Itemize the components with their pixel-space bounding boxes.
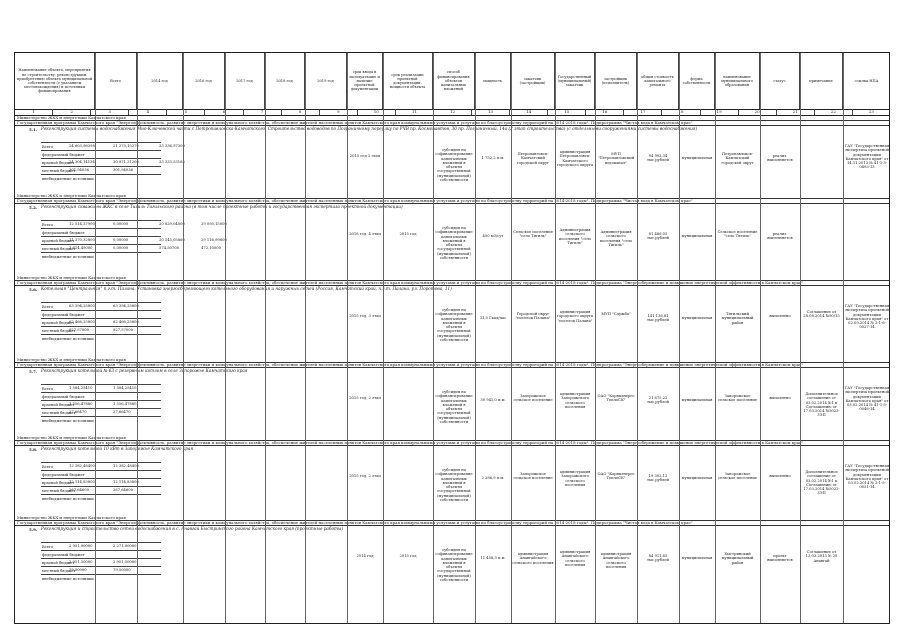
financing-value: 12 514,37900 bbox=[69, 222, 95, 226]
financing-value: 927,57000 bbox=[69, 328, 89, 332]
detail-status: проект выполняется bbox=[767, 554, 793, 563]
grid-line bbox=[305, 53, 306, 624]
financing-row bbox=[41, 462, 161, 470]
financing-value: 1 584,25410 bbox=[113, 386, 137, 390]
financing-label: федеральный бюджет bbox=[42, 153, 85, 157]
header-cell: наименование муниципального образования bbox=[715, 53, 760, 109]
header-cell: 2016 год bbox=[183, 53, 225, 109]
detail-npa: ГАУ "Государственная экспертиза проектной документации Камчатского края" от 03.02.2014 № 2-1-5-0031-14 bbox=[844, 464, 890, 490]
financing-value: 2 271,00000 bbox=[113, 544, 137, 548]
detail-npa: ГАУ "Государственная экспертиза проектной документации Камчатского края" от 03.02.2014 № 41-1-5-0046-14 bbox=[844, 386, 890, 412]
column-number: 6 bbox=[205, 109, 243, 115]
grid-line bbox=[347, 53, 348, 624]
financing-row bbox=[41, 158, 161, 166]
detail-builder: МУП "Служба" bbox=[601, 312, 631, 316]
detail-gov-customer: администрация Анавгайского сельского поселения bbox=[559, 550, 591, 567]
column-number: 11 bbox=[396, 109, 434, 115]
detail-ownership: муниципальная bbox=[681, 398, 713, 402]
column-number: 16 bbox=[586, 109, 624, 115]
table-header bbox=[15, 53, 889, 110]
grid-line bbox=[95, 53, 96, 624]
ministry-band: Министерство ЖКХ и энергетики Камчатского края bbox=[15, 436, 889, 441]
financing-label: краевой бюджет bbox=[42, 481, 75, 485]
project-title: Реконструкция системы водоснабжения Мно-Ключевской части с Петропавловска-Камчатского. Строительство водоводов по Пограничному переулку по РЧВ пр. Космонавтов, 30 пр. Пограничный, 14а (2 этап строительства) (с отдельными сооружениями системы водоснабжения) bbox=[41, 126, 698, 131]
financing-value: 12 114,83800 bbox=[113, 480, 139, 484]
project-index: 5.6. bbox=[29, 287, 38, 292]
grid-line bbox=[225, 53, 226, 624]
financing-value: 21 273,15270 bbox=[113, 144, 139, 148]
header-cell: способ финансирования объектов капитальных вложений bbox=[433, 53, 475, 109]
detail-power: 31,5 Гкал/час bbox=[479, 316, 507, 320]
detail-gov-customer: администрация Петропавловск-Камчатского городского округа bbox=[556, 150, 594, 167]
financing-value: 33 336,97309 bbox=[159, 144, 185, 148]
financing-value: 2 951,00000 bbox=[69, 544, 93, 548]
financing-value: 1 556,47880 bbox=[113, 402, 137, 406]
financing-value: 0,00000 bbox=[113, 222, 129, 226]
detail-status: выполнено bbox=[769, 474, 791, 478]
financing-label: федеральный бюджет bbox=[42, 395, 85, 399]
column-number: 23 bbox=[853, 109, 890, 115]
financing-value: 24 304,14134 bbox=[69, 160, 95, 164]
financing-row bbox=[41, 408, 161, 416]
financing-value: 29 116,99800 bbox=[201, 238, 227, 242]
program-line: Государственная программа Камчатского края "Энергоэффективность, развитие энергетики и коммунального хозяйства, обеспечение жителей населенных пунктов Камчатского края коммунальными услугами и услугами по благоустройству территорий на 2014-2018 годы". Подпрограмма "Энергосбережение и повышение энергетической эффективности в Камчатском крае" bbox=[15, 441, 889, 446]
column-number: 20 bbox=[739, 109, 777, 115]
detail-power: 1 752,2 п.м. bbox=[481, 156, 505, 160]
detail-note: Соглашение от 13.03.2015 № 29 Анавгай bbox=[805, 550, 838, 563]
grid-line bbox=[637, 53, 638, 624]
detail-term2: 2015 год bbox=[399, 554, 417, 558]
financing-row bbox=[41, 166, 161, 174]
header-cell: застройщик (исполнитель) bbox=[595, 53, 637, 109]
column-number: 5 bbox=[167, 109, 205, 115]
financing-row bbox=[41, 228, 161, 236]
grid-line bbox=[183, 53, 184, 624]
financing-value: 267,64600 bbox=[69, 488, 89, 492]
grid-line bbox=[715, 53, 716, 624]
project-index: 5.9. bbox=[29, 527, 38, 532]
header-cell: форма собственности bbox=[679, 53, 715, 109]
financing-row bbox=[41, 558, 161, 566]
project-title: Реконструкция котельной 10 кВт в Запорожье Камчатского края bbox=[41, 446, 194, 451]
column-number: 22 bbox=[815, 109, 853, 115]
financing-label: внебюджетные источники bbox=[42, 177, 94, 181]
financing-value: 33 333,53165 bbox=[159, 160, 185, 164]
financing-label: краевой бюджет bbox=[42, 561, 75, 565]
grid-line bbox=[383, 53, 384, 624]
grid-line bbox=[595, 53, 596, 624]
column-number: 2 bbox=[53, 109, 91, 115]
financing-label: краевой бюджет bbox=[42, 161, 75, 165]
financing-value: 0,00000 bbox=[113, 238, 129, 242]
column-number: 13 bbox=[472, 109, 510, 115]
financing-value: 1 556,47880 bbox=[69, 402, 93, 406]
detail-cost: 21 675,22 тыс.рублей bbox=[647, 396, 669, 405]
financing-row bbox=[41, 478, 161, 486]
ministry-band: Министерство ЖКХ и энергетики Камчатского края bbox=[15, 358, 889, 363]
grid-line bbox=[760, 53, 761, 624]
financing-value: 301,94036 bbox=[69, 168, 89, 172]
column-number: 19 bbox=[701, 109, 739, 115]
grid-line bbox=[265, 53, 266, 624]
financing-value: 12 382,48400 bbox=[69, 464, 95, 468]
column-number: 21 bbox=[777, 109, 815, 115]
project-index: 5.8. bbox=[29, 447, 38, 452]
detail-term: 2014 год bbox=[356, 554, 374, 558]
financing-row bbox=[41, 550, 161, 558]
program-line: Государственная программа Камчатского края "Энергоэффективность, развитие энергетики и коммунального хозяйства, обеспечение жителей населенных пунктов Камчатского края коммунальными услугами и услугами по благоустройству территорий на 2014-2018 годы". Подпрограмма "Энергосбережение и повышение энергетической эффективности в Камчатском крае" bbox=[15, 363, 889, 368]
detail-municipality: Быстринский муниципальный район bbox=[721, 552, 754, 565]
grid-line bbox=[800, 53, 801, 624]
financing-value: 20 971,21200 bbox=[113, 160, 139, 164]
detail-status: выполнено bbox=[769, 314, 791, 318]
column-number: 1 bbox=[15, 109, 53, 115]
financing-value: 11 370,32800 bbox=[69, 238, 95, 242]
program-line: Государственная программа Камчатского края "Энергоэффективность, развитие энергетики и коммунального хозяйства, обеспечение жителей населенных пунктов Камчатского края коммунальными услугами и услугами по благоустройству территорий на 2014-2018 годы". Подпрограмма "Чистая вода в Камчатском крае" bbox=[15, 199, 889, 204]
detail-status: выполнено bbox=[769, 396, 791, 400]
financing-label: федеральный бюджет bbox=[42, 313, 85, 317]
financing-value: 1 584,25410 bbox=[69, 386, 93, 390]
header-cell: 2014 год bbox=[137, 53, 183, 109]
detail-gov-customer: Администрация сельского поселения "село Тигиль" bbox=[558, 228, 592, 245]
header-cell: мощность bbox=[475, 53, 511, 109]
financing-value: 574,50700 bbox=[159, 246, 179, 250]
header-cell: ссылка НПА bbox=[843, 53, 890, 109]
column-number: 3 bbox=[91, 109, 129, 115]
financing-row bbox=[41, 236, 161, 244]
financing-label: федеральный бюджет bbox=[42, 231, 85, 235]
detail-municipality: Сельское поселение "село Тигиль" bbox=[717, 230, 758, 239]
column-number: 14 bbox=[510, 109, 548, 115]
financing-row bbox=[41, 416, 161, 424]
project-index: 5.7. bbox=[29, 369, 38, 374]
financing-row bbox=[41, 150, 161, 158]
program-line: Государственная программа Камчатского края "Энергоэффективность, развитие энергетики и коммунального хозяйства, обеспечение жителей населенных пунктов Камчатского края коммунальными услугами и услугами по благоустройству территорий на 2014-2018 годы". Подпрограмма "Чистая вода в Камчатском крае" bbox=[15, 521, 889, 526]
column-number: 9 bbox=[320, 109, 358, 115]
financing-value: 24 603,98398 bbox=[69, 144, 95, 148]
project-title: Котельная "Центральная" п.г.т. Палана. Установка энергосберегающего котельного оборудования и наружных сетей (Россия, Камчатский край, п.г.т. Палана, ул. Поротова, 11) bbox=[41, 286, 452, 291]
financing-label: внебюджетные источники bbox=[42, 419, 94, 423]
financing-label: местный бюджет bbox=[42, 411, 76, 415]
ministry-band: Министерство ЖКХ и энергетики Камчатского края bbox=[15, 516, 889, 521]
financing-value: 2 951,50000 bbox=[69, 560, 93, 564]
financing-label: Всего bbox=[42, 545, 54, 549]
financing-label: краевой бюджет bbox=[42, 321, 75, 325]
detail-customer: Запорожское сельское поселение bbox=[513, 394, 553, 403]
detail-method: субсидия на софинансирование капитальных вложений в объекты государственной (муниципальной) собственности bbox=[435, 226, 473, 261]
financing-label: внебюджетные источники bbox=[42, 255, 94, 259]
detail-power: 2 286,9 п.м. bbox=[481, 476, 505, 480]
header-cell: общая стоимость капитального ремонта bbox=[637, 53, 679, 109]
header-cell: 2017 год bbox=[225, 53, 265, 109]
financing-row bbox=[41, 334, 161, 342]
financing-row bbox=[41, 574, 161, 582]
detail-status: реализ. выполняется bbox=[767, 232, 793, 241]
financing-row bbox=[41, 486, 161, 494]
financing-value: 2 951,50000 bbox=[113, 560, 137, 564]
header-cell: Наименование объекта, мероприятия по строительству, реконструкции, приобретению объекта муниципальной собственности (с указанием местонахождения) и источники финансирования bbox=[15, 53, 95, 109]
grid-line bbox=[843, 53, 844, 624]
ministry-band: Министерство ЖКХ и энергетики Камчатского края bbox=[15, 276, 889, 281]
grid-line bbox=[511, 53, 512, 624]
column-numbers-row bbox=[15, 109, 889, 116]
financing-value: 63 394,25800 bbox=[69, 304, 95, 308]
header-cell: примечание bbox=[800, 53, 843, 109]
financing-value: 27,66470 bbox=[113, 410, 131, 414]
financing-row bbox=[41, 244, 161, 252]
detail-power: 30 941,0 п.м. bbox=[480, 398, 506, 402]
financing-row bbox=[41, 174, 161, 182]
detail-gov-customer: администрация городского округа "поселок Палана" bbox=[556, 310, 594, 323]
financing-label: краевой бюджет bbox=[42, 239, 75, 243]
detail-ownership: муниципальная bbox=[681, 234, 713, 238]
ministry-band: Министерство ЖКХ и энергетики Камчатского края bbox=[15, 116, 889, 121]
detail-cost: 19 302,12 тыс.рублей bbox=[647, 474, 669, 483]
detail-power: 450 м3/сут bbox=[482, 234, 504, 238]
detail-municipality: Запорожское сельское поселение bbox=[717, 394, 758, 403]
financing-label: Всего bbox=[42, 465, 54, 469]
detail-customer: Сельское поселение "село Тигиль" bbox=[513, 230, 553, 239]
detail-method: субсидия на софинансирование капитальных вложений в объекты государственной (муниципальной) собственности bbox=[435, 148, 473, 183]
financing-value: 62 466,25800 bbox=[69, 320, 95, 324]
detail-cost: 84 911,65 тыс.рублей bbox=[647, 554, 669, 563]
financing-label: внебюджетные источники bbox=[42, 337, 94, 341]
detail-npa: ГАУ "Государственная экспертиза проектной документации Камчатского края" от 02.09.2014 № 2-1-6-0027-14 bbox=[844, 304, 890, 330]
financing-label: Всего bbox=[42, 387, 54, 391]
financing-row bbox=[41, 566, 161, 574]
detail-builder: Администрация сельского поселения "село Тигиль" bbox=[599, 230, 633, 247]
detail-note: Соглашение от 28.08.2014 №90/15 bbox=[803, 310, 840, 319]
detail-term: 2015 год, 2 этап bbox=[349, 474, 381, 478]
column-number: 12 bbox=[434, 109, 472, 115]
header-cell: 2019 год bbox=[305, 53, 347, 109]
financing-row bbox=[41, 252, 161, 260]
detail-method: субсидия на софинансирование капитальных вложений в объекты государственной (муниципальной) собственности bbox=[435, 308, 473, 343]
financing-value: 267,64600 bbox=[113, 488, 133, 492]
grid-line bbox=[433, 53, 434, 624]
grid-line bbox=[475, 53, 476, 624]
detail-municipality: Запорожское сельское поселение bbox=[717, 472, 758, 481]
detail-note: Дополнительное соглашение от 03.02.2014 №1 к Соглашению от 17.03.2014 №5022-3ЭП bbox=[803, 470, 840, 496]
detail-customer: Запорожское сельское поселение bbox=[513, 472, 553, 481]
financing-value: 63 394,25800 bbox=[113, 304, 139, 308]
column-number: 17 bbox=[624, 109, 662, 115]
detail-customer: Петропавловск-Камчатский городской округ bbox=[516, 152, 550, 165]
detail-term: 2015 год, 2 этап bbox=[349, 396, 381, 400]
financing-label: Всего bbox=[42, 145, 54, 149]
detail-builder: администрация Анавгайского сельского поселения bbox=[600, 552, 632, 569]
detail-ownership: муниципальная bbox=[681, 556, 713, 560]
financing-label: внебюджетные источники bbox=[42, 497, 94, 501]
financing-value: 1 614,49000 bbox=[69, 246, 93, 250]
header-cell: срок реализации проектной документации, мощности объекта bbox=[383, 53, 433, 109]
detail-status: реализ. выполняется bbox=[767, 154, 793, 163]
financing-row bbox=[41, 494, 161, 502]
financing-value: 79,50000 bbox=[69, 568, 87, 572]
financing-label: краевой бюджет bbox=[42, 403, 75, 407]
financing-row bbox=[41, 392, 161, 400]
detail-ownership: муниципальная bbox=[681, 316, 713, 320]
detail-ownership: муниципальная bbox=[681, 156, 713, 160]
header-cell: Всего bbox=[95, 53, 137, 109]
financing-value: 20 145,05860 bbox=[159, 238, 185, 242]
investment-table bbox=[14, 52, 890, 624]
financing-row bbox=[41, 400, 161, 408]
column-number: 7 bbox=[244, 109, 282, 115]
financing-label: местный бюджет bbox=[42, 247, 76, 251]
detail-ownership: муниципальная bbox=[681, 476, 713, 480]
detail-term: 2018 год, 4 этап bbox=[349, 232, 381, 236]
detail-method: субсидия на софинансирование капитальных вложений в объекты государственной (муниципальной) собственности bbox=[435, 468, 473, 503]
financing-label: Всего bbox=[42, 305, 54, 309]
financing-value: 472,10000 bbox=[201, 246, 221, 250]
column-number: 4 bbox=[129, 109, 167, 115]
financing-label: местный бюджет bbox=[42, 329, 76, 333]
header-cell: заказчик (застройщик) bbox=[511, 53, 555, 109]
detail-method: субсидия на софинансирование капитальных вложений в объекты государственной (муниципальной) собственности bbox=[435, 548, 473, 583]
financing-label: местный бюджет bbox=[42, 169, 76, 173]
detail-builder: ОАО "Корякэнерго ТеплоСК" bbox=[597, 394, 635, 403]
financing-row bbox=[41, 384, 161, 392]
financing-value: 0,00000 bbox=[113, 246, 129, 250]
grid-line bbox=[555, 53, 556, 624]
project-title: Реконструкция и строительство сетей водоснабжения в с. Анавгай Быстринского района Камчатского края (проектные работы) bbox=[41, 526, 344, 531]
detail-method: субсидия на софинансирование капитальных вложений в объекты государственной (муниципальной) собственности bbox=[435, 390, 473, 425]
financing-label: федеральный бюджет bbox=[42, 473, 85, 477]
financing-value: 301,94036 bbox=[113, 168, 133, 172]
detail-customer: администрация Анавгайского сельского поселения bbox=[512, 552, 554, 565]
detail-term: 2015 год 2 этап bbox=[349, 154, 381, 158]
financing-row bbox=[41, 310, 161, 318]
detail-builder: ОАО "Корякэнерго ТеплоСК" bbox=[597, 472, 635, 481]
project-title: Реконструкция котельной № 63 с резервным котлом в селе Запорожье Камчатского края bbox=[41, 368, 248, 373]
financing-row bbox=[41, 326, 161, 334]
detail-cost: 141 136,81 тыс.рублей bbox=[647, 314, 669, 323]
header-cell: 2018 год bbox=[265, 53, 305, 109]
detail-municipality: Петропавловск-Камчатский городской округ bbox=[721, 152, 754, 165]
column-number: 15 bbox=[548, 109, 586, 115]
project-index: 5.2. bbox=[29, 205, 38, 210]
financing-row bbox=[41, 142, 161, 150]
financing-row bbox=[41, 220, 161, 228]
financing-label: федеральный бюджет bbox=[42, 553, 85, 557]
program-line: Государственная программа Камчатского края "Энергоэффективность, развитие энергетики и коммунального хозяйства, обеспечение жителей населенных пунктов Камчатского края коммунальными услугами и услугами по благоустройству территорий на 2014-2018 годы". Подпрограмма "Энергосбережение и повышение энергетической эффективности в Камчатском крае" bbox=[15, 281, 889, 286]
ministry-band: Министерство ЖКХ и энергетики Камчатского края bbox=[15, 194, 889, 199]
financing-value: 62 466,25800 bbox=[113, 320, 139, 324]
financing-row bbox=[41, 318, 161, 326]
grid-line bbox=[137, 53, 138, 624]
financing-value: 12 114,83800 bbox=[69, 480, 95, 484]
project-index: 5.1. bbox=[29, 127, 38, 132]
detail-customer: Городской округ "поселок Палана" bbox=[515, 312, 551, 321]
financing-row bbox=[41, 542, 161, 550]
financing-label: внебюджетные источники bbox=[42, 577, 94, 581]
program-line: Государственная программа Камчатского края "Энергоэффективность, развитие энергетики и коммунального хозяйства, обеспечение жителей населенных пунктов Камчатского края коммунальными услугами и услугами по благоустройству территорий на 2014-2018 годы". Подпрограмма "Чистая вода в Камчатском крае" bbox=[15, 121, 889, 126]
detail-note: Дополнительное соглашение от 03.02.2014 №1 к Соглашению от 17.03.2014 №5023-3ЭП bbox=[803, 392, 840, 418]
detail-builder: МУП "Петропавловский водоканал" bbox=[597, 152, 635, 165]
financing-value: 12 382,48400 bbox=[113, 464, 139, 468]
detail-npa: ГАУ "Государственная экспертиза проектной документации Камчатского края" от 14.11.2013 № 41-1-3-0493-13 bbox=[844, 144, 890, 170]
column-number: 8 bbox=[282, 109, 320, 115]
financing-value: 27,66470 bbox=[69, 410, 87, 414]
financing-row bbox=[41, 302, 161, 310]
column-number: 18 bbox=[662, 109, 700, 115]
header-cell: статус bbox=[760, 53, 800, 109]
header-cell: Государственный (муниципальный) заказчик bbox=[555, 53, 595, 109]
detail-cost: 94 902,34 тыс.рублей bbox=[647, 154, 669, 163]
financing-value: 79,50000 bbox=[113, 568, 131, 572]
detail-gov-customer: администрация Запорожского сельского поселения bbox=[559, 392, 591, 409]
financing-label: Всего bbox=[42, 223, 54, 227]
financing-value: 20 829,04000 bbox=[159, 222, 185, 226]
financing-label: местный бюджет bbox=[42, 489, 76, 493]
financing-value: 29 095,15000 bbox=[201, 222, 227, 226]
column-number: 10 bbox=[358, 109, 396, 115]
financing-label: местный бюджет bbox=[42, 569, 76, 573]
project-title: Реконструкция скважины ЖКС в селе Тигиль Тигильского района (в том числе проектные работы и государственная экспертиза проектной документации) bbox=[41, 204, 403, 209]
financing-value: 927,57000 bbox=[113, 328, 133, 332]
header-cell: срок ввода в эксплуатацию и наличие проектной документации bbox=[347, 53, 383, 109]
grid-line bbox=[679, 53, 680, 624]
detail-municipality: Тигильский муниципальный район bbox=[721, 312, 754, 325]
detail-gov-customer: администрация Запорожского сельского поселения bbox=[559, 470, 591, 487]
detail-power: 11 458,3 п.м. bbox=[480, 556, 506, 560]
detail-cost: 81 466,05 тыс.рублей bbox=[647, 232, 669, 241]
financing-row bbox=[41, 470, 161, 478]
detail-term2: 2015 год bbox=[399, 232, 417, 236]
detail-term: 2015 год, 3 этап bbox=[349, 314, 381, 318]
